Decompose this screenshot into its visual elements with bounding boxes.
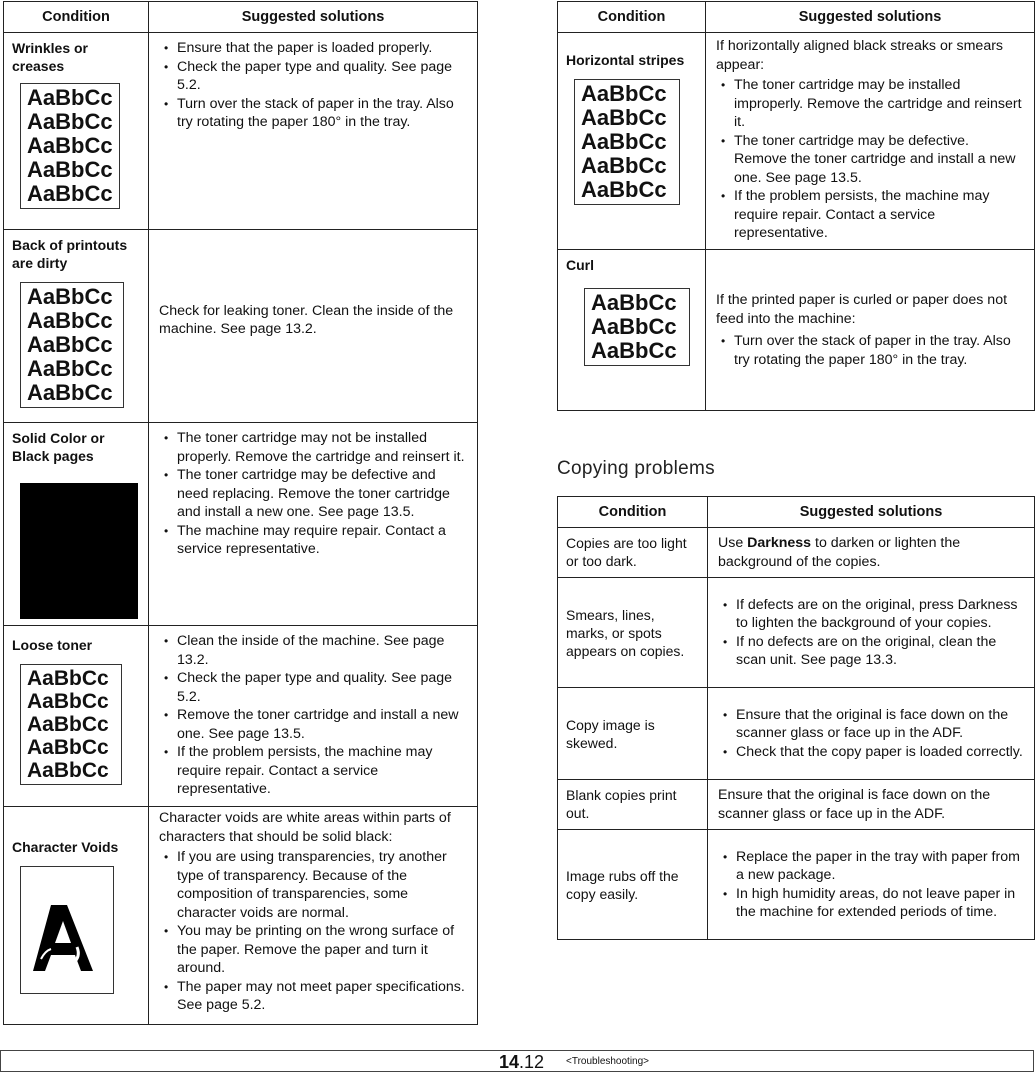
solution-item: • Check the paper type and quality. See page 5.2. — [177, 669, 467, 706]
solution-item: • If defects are on the original, press Darkness to lighten the background of your copies. — [736, 596, 1024, 633]
solution-item: • The toner cartridge may be defective and need replacing. Remove the toner cartridge and install a new one. See page 13.5. — [177, 466, 467, 522]
solution-cell: Ensure that the original is face down on the scanner glass or face up in the ADF. — [708, 780, 1035, 830]
sample-line: AaBbCc — [27, 759, 109, 782]
condition-cell: Copies are too light or too dark. — [558, 528, 708, 578]
solution-text: Check for leaking toner. Clean the inside of the machine. See page 13.2. — [159, 302, 454, 337]
right-troubleshooting-table — [557, 1, 1035, 411]
condition-label: Horizontal stripes — [566, 52, 685, 68]
condition-cell — [4, 626, 149, 807]
solution-item: • If you are using transparencies, try another type of transparency. Because of the composition of transparencies, some character voids are normal. — [177, 848, 467, 922]
solution-cell — [149, 423, 478, 626]
solution-item: • Replace the paper in the tray with paper from a new package. — [736, 848, 1024, 885]
page-number — [499, 1052, 544, 1073]
sample-line: AaBbCc — [27, 332, 113, 357]
solution-item: • Ensure that the paper is loaded properly. — [177, 39, 467, 58]
solution-text: If horizontally aligned black streaks or smears appear: — [716, 38, 1004, 73]
solution-list — [718, 706, 1024, 762]
condition-cell — [4, 230, 149, 423]
condition-cell: Image rubs off the copy easily. — [558, 830, 708, 940]
letter-a-icon — [21, 867, 113, 993]
stripes-sample-image — [574, 79, 680, 205]
solution-cell — [149, 230, 478, 423]
sample-line: AaBbCc — [27, 85, 113, 110]
sample-line: AaBbCc — [591, 314, 677, 339]
sample-line: AaBbCc — [27, 109, 113, 134]
copying-problems-table — [557, 496, 1035, 940]
page-sub: .12 — [519, 1052, 545, 1072]
sample-line: AaBbCc — [27, 713, 109, 736]
solution-list — [159, 39, 467, 132]
solution-text: Character voids are white areas within parts of characters that should be solid black: — [159, 810, 451, 845]
sample-line: AaBbCc — [581, 177, 667, 202]
solution-item: • Ensure that the original is face down on the scanner glass or face up in the ADF. — [736, 706, 1024, 743]
sample-line: AaBbCc — [581, 105, 667, 130]
condition-cell — [4, 423, 149, 626]
solution-list — [159, 429, 467, 559]
solution-item: • The machine may require repair. Contact a service representative. — [177, 522, 467, 559]
sample-print-image — [20, 664, 122, 785]
condition-label: Curl — [566, 257, 594, 273]
condition-label: Loose toner — [12, 637, 93, 653]
solution-cell — [706, 250, 1035, 411]
solution-item: • If the problem persists, the machine may require repair. Contact a service representative. — [177, 743, 467, 799]
page-chapter: 14 — [499, 1052, 520, 1072]
darkness-keyword: Darkness — [747, 535, 812, 551]
solution-item: • Turn over the stack of paper in the tray. Also try rotating the paper 180° in the tray. — [734, 332, 1024, 369]
condition-header: Condition — [4, 2, 149, 33]
sample-line: AaBbCc — [581, 81, 667, 106]
solutions-header: Suggested solutions — [149, 2, 478, 33]
solution-item: • You may be printing on the wrong surface of the paper. Remove the paper and turn it around. — [177, 922, 467, 978]
solutions-header: Suggested solutions — [706, 2, 1035, 33]
condition-cell: Blank copies print out. — [558, 780, 708, 830]
solution-text: Use — [718, 535, 748, 551]
left-troubleshooting-table — [3, 1, 478, 1025]
condition-cell — [558, 250, 706, 411]
section-tag: <Troubleshooting> — [566, 1056, 650, 1067]
sample-line: AaBbCc — [27, 181, 113, 206]
condition-cell: Smears, lines, marks, or spots appears on copies. — [558, 578, 708, 688]
solution-item: • If no defects are on the original, clean the scan unit. See page 13.3. — [736, 633, 1024, 670]
solution-cell — [706, 33, 1035, 250]
solution-item: • Check the paper type and quality. See page 5.2. — [177, 58, 467, 95]
sample-line: AaBbCc — [27, 667, 109, 690]
condition-label: Solid Color or Black pages — [12, 430, 105, 464]
solution-list — [159, 848, 467, 1015]
solution-list — [159, 632, 467, 799]
character-void-image — [20, 866, 114, 994]
sample-print-image — [20, 282, 124, 408]
sample-line: AaBbCc — [27, 736, 109, 759]
solution-item: • Remove the toner cartridge and install a new one. See page 13.5. — [177, 706, 467, 743]
sample-line: AaBbCc — [27, 133, 113, 158]
condition-header: Condition — [558, 2, 706, 33]
solution-item: • The toner cartridge may be installed improperly. Remove the cartridge and reinsert it. — [734, 76, 1024, 132]
solution-cell — [149, 807, 478, 1025]
sample-line: AaBbCc — [591, 290, 677, 315]
solution-item: • The toner cartridge may be defective. Remove the toner cartridge and install a new one. See page 13.5. — [734, 132, 1024, 188]
condition-label: Wrinkles or creases — [12, 40, 88, 74]
condition-cell — [4, 33, 149, 230]
solution-list — [716, 332, 1024, 369]
sample-line: AaBbCc — [581, 129, 667, 154]
sample-line: AaBbCc — [27, 356, 113, 381]
sample-line: AaBbCc — [581, 153, 667, 178]
sample-print-image — [20, 83, 120, 209]
solution-list — [716, 76, 1024, 243]
solution-cell — [708, 688, 1035, 780]
solution-cell — [708, 578, 1035, 688]
solution-cell — [708, 528, 1035, 578]
solution-cell — [708, 830, 1035, 940]
sample-line: AaBbCc — [27, 308, 113, 333]
curl-sample-image — [584, 288, 690, 366]
solution-text: If the printed paper is curled or paper does not feed into the machine: — [716, 292, 1008, 327]
condition-header: Condition — [558, 497, 708, 528]
sample-line: AaBbCc — [27, 690, 109, 713]
solution-item: • The toner cartridge may not be installed properly. Remove the cartridge and reinsert it. — [177, 429, 467, 466]
solution-item: • In high humidity areas, do not leave paper in the machine for extended periods of time. — [736, 885, 1024, 922]
black-page-image — [20, 483, 138, 619]
solution-item: • Turn over the stack of paper in the tray. Also try rotating the paper 180° in the tray. — [177, 95, 467, 132]
solution-text: to darken or lighten the background of the copies. — [718, 535, 961, 570]
solution-item: • Clean the inside of the machine. See page 13.2. — [177, 632, 467, 669]
solution-list — [718, 596, 1024, 670]
solution-item: • If the problem persists, the machine may require repair. Contact a service representative. — [734, 187, 1024, 243]
sample-line: AaBbCc — [591, 338, 677, 363]
page-footer — [0, 1050, 1034, 1072]
condition-cell — [558, 33, 706, 250]
section-title: Copying problems — [557, 458, 715, 479]
sample-line: AaBbCc — [27, 380, 113, 405]
solution-cell — [149, 33, 478, 230]
solution-cell — [149, 626, 478, 807]
solution-list — [718, 848, 1024, 922]
solution-item: • The paper may not meet paper specifications. See page 5.2. — [177, 978, 467, 1015]
sample-line: AaBbCc — [27, 284, 113, 309]
condition-label: Back of printouts are dirty — [12, 237, 128, 271]
condition-cell: Copy image is skewed. — [558, 688, 708, 780]
condition-label: Character Voids — [12, 838, 119, 855]
solution-item: • Check that the copy paper is loaded correctly. — [736, 743, 1024, 762]
condition-cell — [4, 807, 149, 1025]
solutions-header: Suggested solutions — [708, 497, 1035, 528]
sample-line: AaBbCc — [27, 157, 113, 182]
